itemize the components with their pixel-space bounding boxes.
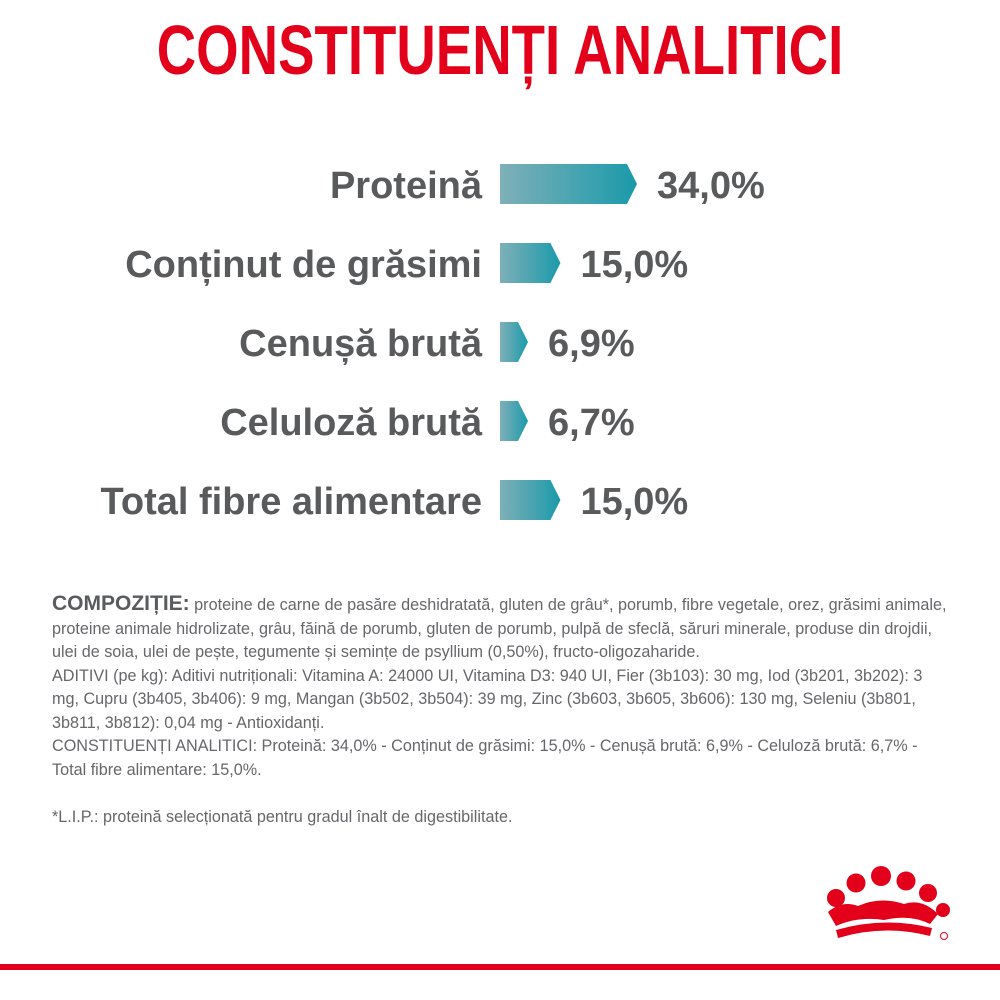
additives-text: ADITIVI (pe kg): Aditivi nutriționali: Vitamina A: 24000 UI, Vitamina D3: 940 UI, Fier (3b103): 30 mg, Iod (3b201, 3b202): 3 mg, Cupru (3b405, 3b406): 9 mg, Mangan (3b502, 3b504): 39 mg, Zinc (3b603, 3b605, 3b606): 130 mg, Seleniu (3b801, 3b811, 3b812): 0,04 mg - Antioxidanți. [52, 666, 923, 732]
chart-bar [500, 480, 560, 520]
chart-value-label: 15,0% [580, 481, 689, 523]
chart-value-label: 6,9% [548, 323, 635, 365]
composition-lead: COMPOZIȚIE: [52, 592, 190, 615]
chart-bar [500, 164, 637, 204]
composition-text: proteine de carne de pasăre deshidratată, gluten de grâu*, porumb, fibre vegetale, orez, grăsimi animale, proteine animale hidrolizate, grâu, făină de porumb, gluten de porumb, pulpă de sfeclă, săruri minerale, produse din drojdii, ulei de soia, ulei de pește, tegumente și semințe de psyllium (0,50%), fructo-oligozaharide. [52, 596, 947, 661]
chart-value-label: 6,7% [548, 402, 635, 444]
chart-category-label: Celuloză brută [220, 402, 482, 444]
chart-bar [500, 243, 560, 283]
page-title: CONSTITUENȚI ANALITICI [156, 11, 844, 89]
composition-paragraph [52, 592, 952, 665]
bottom-brand-bar [0, 964, 1000, 970]
footnote: *L.I.P.: proteină selecționată pentru gradul înalt de digestibilitate. [52, 808, 513, 826]
crown-logo-icon [822, 866, 952, 944]
chart-value-label: 34,0% [657, 165, 765, 207]
chart-bar [500, 322, 528, 362]
composition-block [52, 592, 952, 782]
chart-category-label: Conținut de grăsimi [125, 244, 482, 286]
chart-category-label: Proteină [329, 165, 482, 207]
chart-value-label: 15,0% [580, 244, 689, 286]
chart-category-label: Cenușă brută [239, 323, 482, 365]
nutrient-bar-chart [0, 140, 1000, 540]
constituents-text: CONSTITUENȚI ANALITICI: Proteină: 34,0% - Conținut de grăsimi: 15,0% - Cenușă brută: 6,9% - Celuloză brută: 6,7% - Total fibre alimentare: 15,0%. [52, 737, 918, 779]
chart-category-label: Total fibre alimentare [100, 481, 482, 523]
chart-bar [500, 401, 528, 441]
